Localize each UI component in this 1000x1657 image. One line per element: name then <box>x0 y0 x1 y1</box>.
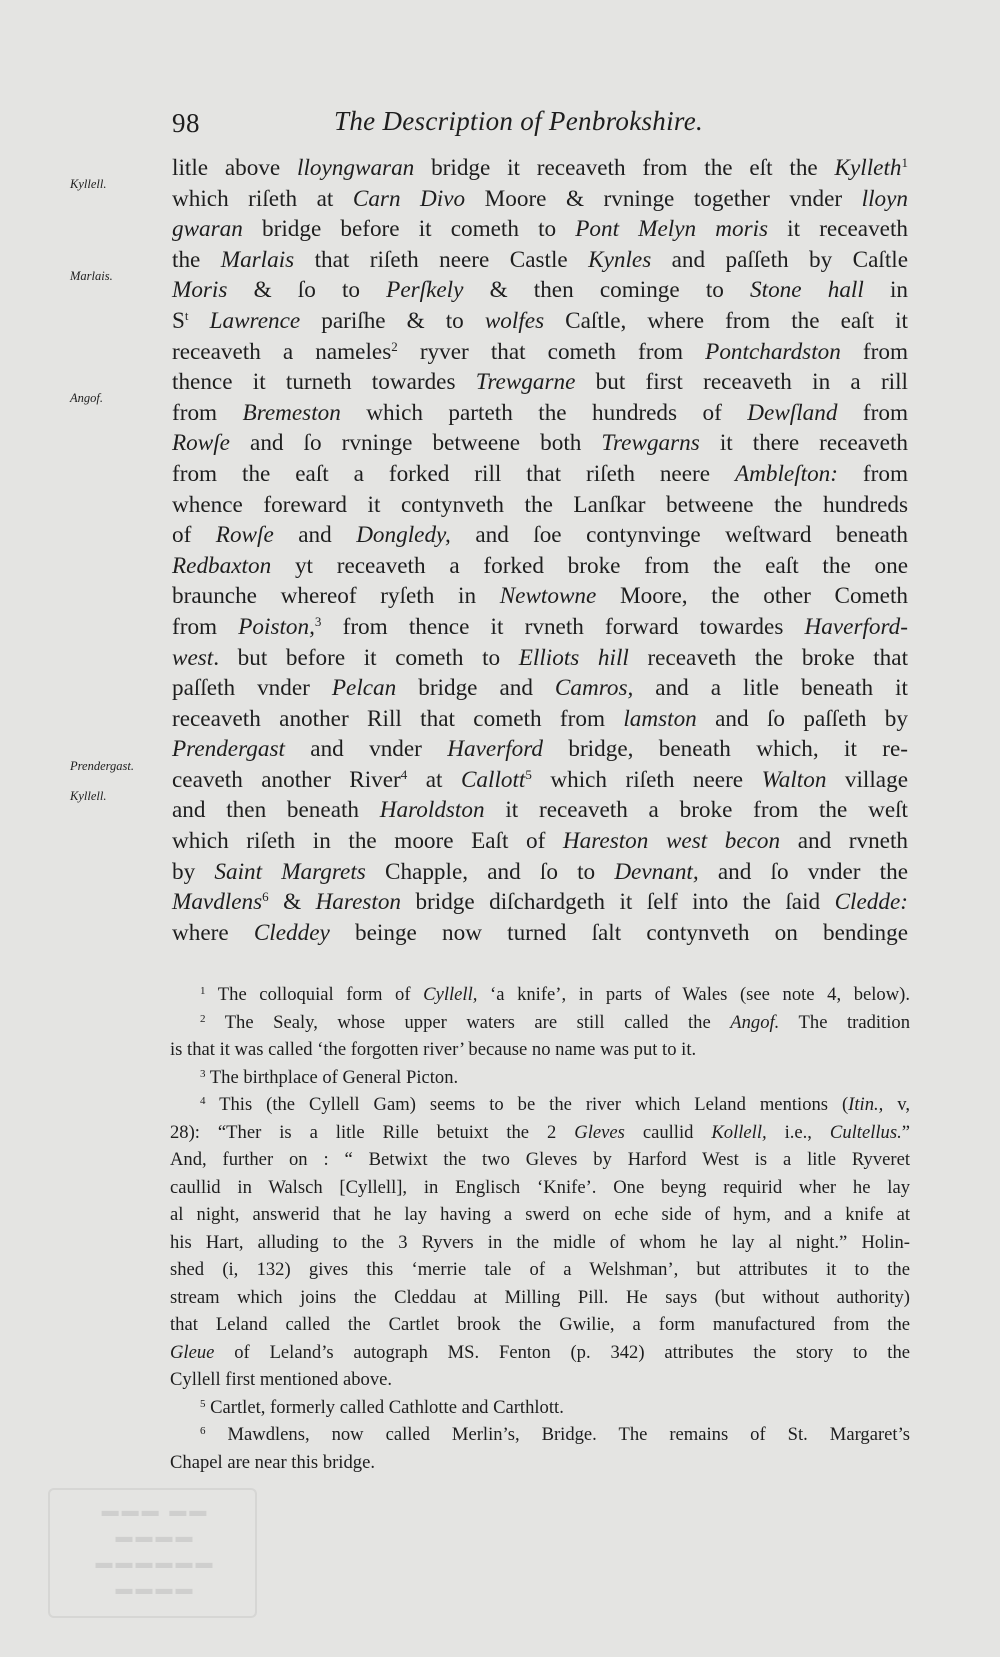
footnote-line: Gleue of Leland’s autograph MS. Fenton (p. 342) attributes the story to the <box>170 1341 910 1363</box>
footnote-2: $^2$ The Sealy, whose upper waters are still called the Angof. The tradition <box>200 1011 910 1033</box>
margin-note-angof: Angof. <box>70 391 103 405</box>
text-line: the Marlais that riſeth neere Castle Kynles and paſſeth by Caſtle <box>172 246 909 273</box>
text-line: from Bremeston which parteth the hundreds of Dewſland from <box>172 399 908 426</box>
footnote-line: that Leland called the Cartlet brook the Gwilie, a form manufactured from the <box>170 1314 910 1335</box>
margin-note-kyllell: Kyllell. <box>70 177 107 191</box>
footnote-line: Chapel are near this bridge. <box>170 1451 375 1473</box>
footnote-ref: 1 <box>901 155 908 170</box>
text-line: Prendergast and vnder Haverford bridge, beneath which, it re- <box>172 736 908 763</box>
library-stamp-bleedthrough <box>48 1488 257 1618</box>
footnote-ref: 6 <box>262 889 269 905</box>
footnote-line: Cyllell first mentioned above. <box>170 1369 393 1390</box>
text-line: Rowſe and ſo rvninge betweene both Trewgarns it there receaveth <box>172 430 908 457</box>
footnote-ref: 3 <box>314 613 322 629</box>
text-line: paſſeth vnder Pelcan bridge and Camros, and a litle beneath it <box>172 675 908 702</box>
footnote-ref: 2 <box>391 338 398 354</box>
text-line: Moris & ſo to Perſkely & then cominge to Stone hall in <box>172 277 908 304</box>
text-line: from the eaſt a forked rill that riſeth neere Ambleſton: from <box>172 460 908 487</box>
footnote-line: al night, answerid that he lay having a swerd on eche side of hym, and a knife at <box>170 1204 910 1225</box>
text-line: by Saint Margrets Chapple, and ſo to Devnant, and ſo vnder the <box>172 858 909 885</box>
footnote-1: $^1$ The colloquial form of Cyllell, ‘a knife’, in parts of Wales (see note 4, below). <box>200 984 910 1005</box>
footnote-line: shed (i, 132) gives this ‘merrie tale of a Welshman’, but attributes it to the <box>170 1259 910 1280</box>
text-line: from Poiston,$^3$ from thence it rvneth forward towardes Haverford- <box>172 613 908 640</box>
text-line: gwaran bridge before it cometh to Pont Melyn moris it receaveth <box>172 216 909 243</box>
page-number: 98 <box>172 108 200 138</box>
footnote-5: $^5$ Cartlet, formerly called Cathlotte and Carthlott. <box>200 1396 564 1418</box>
text-line: ceaveth another River$^4$ at Callott$^5$ which riſeth neere Walton village <box>172 766 908 793</box>
footnote-4: $^4$ This (the Cyllell Gam) seems to be the river which Leland mentions (Itin., v, <box>200 1094 910 1115</box>
footnote-line: is that it was called ‘the forgotten river’ because no name was put to it. <box>170 1039 697 1060</box>
text-line: litle above lloyngwaran bridge it receaveth from the eſt the Kylleth$^1$ <box>172 155 908 181</box>
footnote-ref: 4 <box>400 766 408 782</box>
main-text <box>172 153 908 948</box>
text-line: thence it turneth towardes Trewgarne but first receaveth in a rill <box>172 369 909 396</box>
text-line: where Cleddey beinge now turned ſalt contynveth on bendinge <box>172 919 908 946</box>
text-line: $S^t$ Lawrence pariſhe & to wolfes Caſtle, where from the eaſt it <box>172 307 908 334</box>
text-line: west. but before it cometh to Elliots hill receaveth the broke that <box>172 644 909 671</box>
text-line: Redbaxton yt receaveth a forked broke from the eaſt the one <box>172 552 908 579</box>
text-line: Mavdlens$^6$ & Hareston bridge diſchardgeth it ſelf into the ſaid Cledde: <box>172 889 908 916</box>
footnote-line: 28): “Ther is a litle Rille betuixt the 2 Gleves caullid Kollell, i.e., Cultellus.” <box>170 1121 910 1143</box>
footnote-6: $^6$ Mawdlens, now called Merlin’s, Bridge. The remains of St. Margaret’s <box>200 1424 910 1445</box>
text-line: of Rowſe and Dongledy, and ſoe contynvinge weſtward beneath <box>172 522 908 549</box>
footnote-ref: 5 <box>525 766 532 782</box>
text-line: whence foreward it contynveth the Lanſkar betweene the hundreds <box>172 491 908 518</box>
footnote-line: stream which joins the Cleddau at Milling Pill. He says (but without authority) <box>170 1286 910 1308</box>
stamp-marks: ▬▬ ▬▬▬ ▬▬▬▬ ▬▬▬▬▬▬ ▬▬▬▬ <box>92 1501 213 1598</box>
footnote-line: his Hart, alluding to the 3 Ryvers in the midle of whom he lay al night.” Holin- <box>170 1231 910 1253</box>
running-title: The Description of Penbrokshire. <box>334 106 704 136</box>
footnote-line: And, further on : “ Betwixt the two Gleves by Harford West is a litle Ryveret <box>170 1149 910 1170</box>
text-line: receaveth a nameles$^2$ ryver that cometh from Pontchardston from <box>172 338 908 365</box>
footnote-3: $^3$ The birthplace of General Picton. <box>200 1066 459 1088</box>
text-line: braunche whereof ryſeth in Newtowne Moore, the other Cometh <box>172 583 908 610</box>
text-line: which riſeth in the moore Eaſt of Hareston west becon and rvneth <box>172 828 909 855</box>
margin-note-prendergast: Prendergast. <box>70 759 134 773</box>
text-line: which riſeth at Carn Divo Moore & rvninge together vnder lloyn <box>172 185 908 212</box>
text-line: and then beneath Haroldston it receaveth a broke from the weſt <box>172 797 908 824</box>
margin-note-marlais: Marlais. <box>70 269 113 283</box>
text-line: receaveth another Rill that cometh from lamston and ſo paſſeth by <box>172 705 908 732</box>
footnote-line: caullid in Walsch [Cyllell], in Englisch ‘Knife’. One beyng requirid wher he lay <box>170 1176 910 1198</box>
footnotes <box>170 981 910 1476</box>
margin-note-kyllell-2: Kyllell. <box>70 789 107 803</box>
